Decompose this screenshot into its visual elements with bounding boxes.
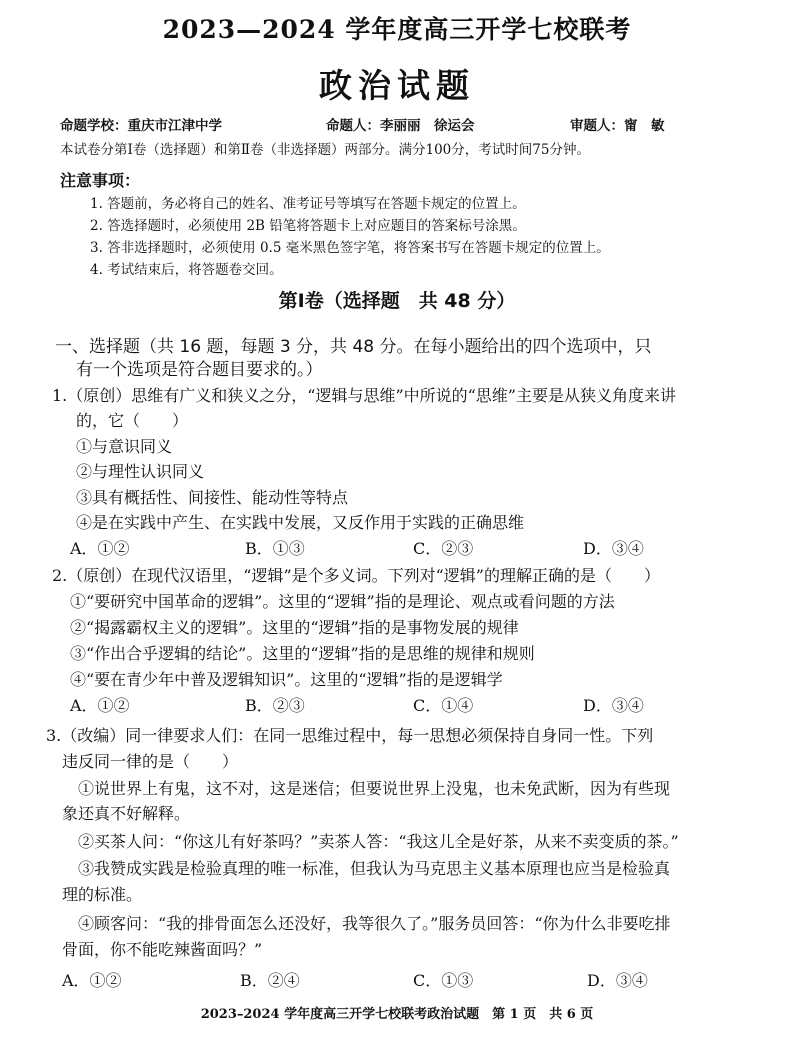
- option-d: D．③④: [583, 696, 644, 715]
- question-2-item: ①“要研究中国革命的逻辑”。这里的“逻辑”指的是理论、观点或看问题的方法: [70, 592, 615, 611]
- option-b: B．②④: [240, 971, 300, 990]
- option-c: C．①④: [413, 696, 474, 715]
- question-3-item: ②买茶人问：“你这儿有好茶吗？”卖茶人答：“我这儿全是好茶，从来不卖变质的茶。”: [78, 832, 679, 851]
- question-1-item: ③具有概括性、间接性、能动性等特点: [76, 488, 349, 507]
- question-1-item: ②与理性认识同义: [76, 462, 205, 481]
- option-a: A．①②: [70, 539, 130, 558]
- note-item: 3. 答非选择题时，必须使用 0.5 毫米黑色签字笔，将答案书写在答题卡规定的位置上。: [90, 240, 610, 256]
- question-3-stem-cont: 违反同一律的是（ ）: [62, 752, 239, 771]
- question-1-item: ①与意识同义: [76, 437, 173, 456]
- question-3-item-cont: 骨面，你不能吃辣酱面吗？”: [62, 940, 263, 959]
- exam-title: 2023—2024 学年度高三开学七校联考: [162, 15, 632, 44]
- question-1-stem: 1.（原创）思维有广义和狭义之分，“逻辑与思维”中所说的“思维”主要是从狭义角度来讲: [52, 386, 676, 405]
- question-1-stem-cont: 的，它（ ）: [76, 411, 189, 430]
- question-3-item: ③我赞成实践是检验真理的唯一标准，但我认为马克思主义基本原理也应当是检验真: [78, 859, 671, 878]
- meta-author: 命题人：李丽丽 徐运会: [326, 118, 475, 134]
- question-3-stem: 3.（改编）同一律要求人们：在同一思维过程中，每一思想必须保持自身同一性。下列: [46, 726, 654, 745]
- subject-title: 政治试题: [319, 66, 475, 105]
- option-a: A．①②: [62, 971, 122, 990]
- page-footer: 2023–2024 学年度高三开学七校联考政治试题 第 1 页 共 6 页: [200, 1007, 594, 1022]
- note-item: 2. 答选择题时，必须使用 2B 铅笔将答题卡上对应题目的答案标号涂黑。: [90, 218, 526, 234]
- question-2-stem: 2.（原创）在现代汉语里，“逻辑”是个多义词。下列对“逻辑”的理解正确的是（ ）: [52, 566, 660, 585]
- question-3-item: ①说世界上有鬼，这不对，这是迷信；但要说世界上没鬼，也未免武断，因为有些现: [78, 779, 671, 798]
- option-d: D．③④: [583, 539, 644, 558]
- question-3-item: ④顾客问：“我的排骨面怎么还没好，我等很久了。”服务员回答：“你为什么非要吃排: [78, 914, 671, 933]
- question-3-item-cont: 理的标准。: [62, 885, 143, 904]
- note-item: 4. 考试结束后，将答题卷交回。: [90, 262, 283, 278]
- option-c: C．①③: [413, 971, 474, 990]
- question-2-item: ②“揭露霸权主义的逻辑”。这里的“逻辑”指的是事物发展的规律: [70, 618, 519, 637]
- question-1-item: ④是在实践中产生、在实践中发展，又反作用于实践的正确思维: [76, 513, 525, 532]
- notes-heading: 注意事项：: [60, 171, 141, 190]
- option-b: B．②③: [245, 696, 305, 715]
- option-b: B．①③: [245, 539, 305, 558]
- intro-text: 本试卷分第Ⅰ卷（选择题）和第Ⅱ卷（非选择题）两部分。满分100分，考试时间75分钟。: [60, 142, 590, 158]
- question-2-item: ④“要在青少年中普及逻辑知识”。这里的“逻辑”指的是逻辑学: [70, 670, 503, 689]
- part-heading-line2: 有一个选项是符合题目要求的。）: [76, 360, 323, 380]
- meta-school: 命题学校：重庆市江津中学: [60, 118, 222, 134]
- note-item: 1. 答题前，务必将自己的姓名、准考证号等填写在答题卡规定的位置上。: [90, 196, 526, 212]
- part-heading-line1: 一、选择题（共 16 题，每题 3 分，共 48 分。在每小题给出的四个选项中，只: [55, 337, 652, 357]
- question-2-item: ③“作出合乎逻辑的结论”。这里的“逻辑”指的是思维的规律和规则: [70, 644, 535, 663]
- section-title: 第Ⅰ卷（选择题 共 48 分）: [278, 290, 516, 312]
- option-d: D．③④: [587, 971, 648, 990]
- option-c: C．②③: [413, 539, 474, 558]
- meta-reviewer: 审题人：甯 敏: [570, 118, 665, 134]
- question-3-item-cont: 象还真不好解释。: [62, 804, 191, 823]
- option-a: A．①②: [70, 696, 130, 715]
